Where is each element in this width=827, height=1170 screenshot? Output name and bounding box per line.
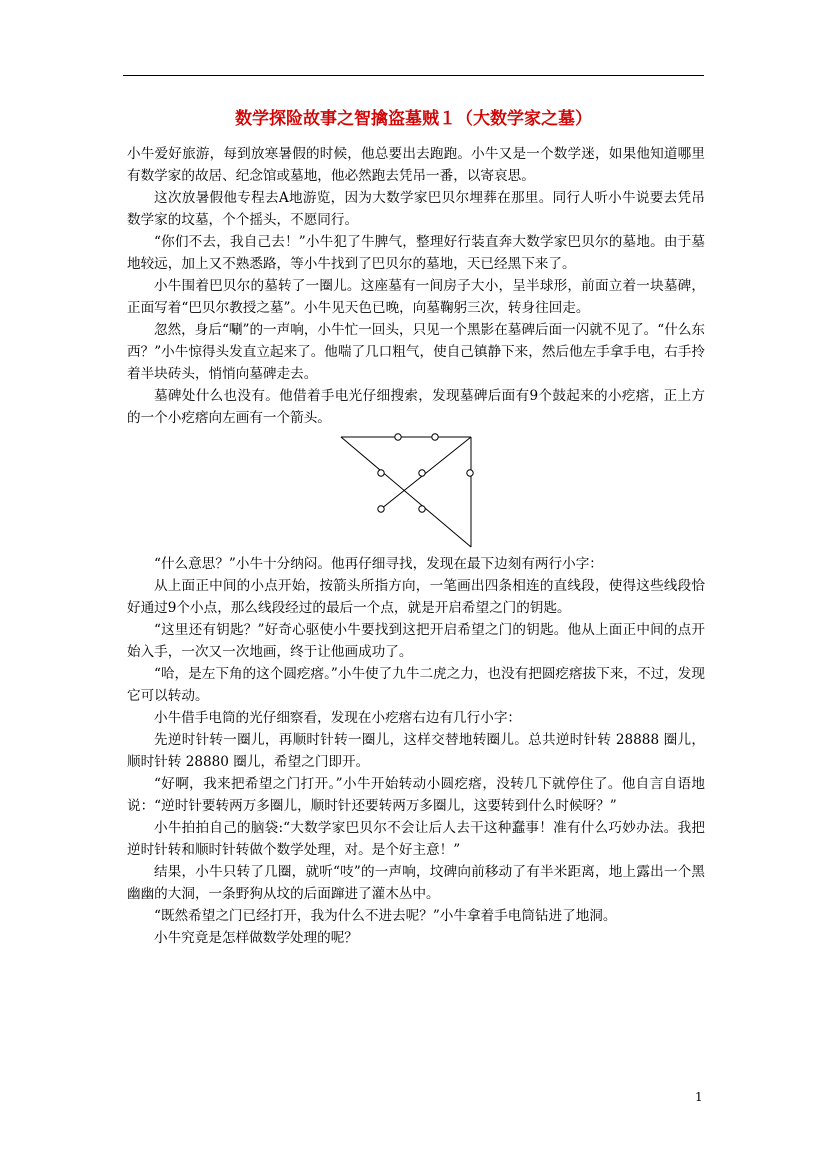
paragraph-7: “什么意思？”小牛十分纳闷。他再仔细寻找，发现在最下边刻有两行小字：	[154, 556, 603, 572]
paragraph-8: 从上面正中间的小点开始，按箭头所指方向，一笔画出四条相连的直线段，使得这些线段恰好通过9个小点，那么线段经过的最后一个点，就是开启希望之门的钥匙。	[127, 578, 705, 616]
paragraph-17: 小牛究竟是怎样做数学处理的呢？	[154, 930, 358, 946]
line-diagonal-down	[341, 437, 471, 547]
paragraph-16: “既然希望之门已经打开，我为什么不进去呢？”小牛拿着手电筒钻进了地洞。	[154, 908, 617, 924]
story-text-top	[127, 143, 705, 429]
dot-middle-left	[378, 470, 384, 476]
paragraph-10: “哈，是左下角的这个圆疙瘩。”小牛使了九牛二虎之力，也没有把圆疙瘩拔下来，不过，发现它可以转动。	[127, 666, 705, 704]
dot-top-right	[432, 434, 438, 440]
paragraph-14: 小牛拍拍自己的脑袋:“大数学家巴贝尔不会让后人去干这种蠢事！准有什么巧妙办法。我把逆时针转和顺时针转做个数学处理，对。是个好主意！”	[127, 820, 705, 858]
line-diagonal-up	[381, 437, 471, 509]
paragraph-15: 结果，小牛只转了几圈，就听“吱”的一声响，坟碑向前移动了有半米距离，地上露出一个黑幽幽的大洞，一条野狗从坟的后面蹿进了灌木丛中。	[127, 864, 705, 902]
dot-bottom-left	[378, 506, 384, 512]
dot-middle-center	[419, 470, 425, 476]
header-rule	[123, 75, 704, 76]
dot-bottom-center	[419, 506, 425, 512]
paragraph-5: 忽然，身后“唰”的一声响，小牛忙一回头，只见一个黑影在墓碑后面一闪就不见了。“什么东西？”小牛惊得头发直立起来了。他喘了几口粗气，使自己镇静下来，然后他左手拿手电，右手拎着半块砖头，悄悄向墓碑走去。	[127, 322, 706, 382]
dot-top-center	[395, 434, 401, 440]
paragraph-11: 小牛借手电筒的光仔细察看，发现在小疙瘩右边有几行小字：	[154, 710, 522, 726]
paragraph-13: “好啊，我来把希望之门打开。”小牛开始转动小圆疙瘩，没转几下就停住了。他自言自语地说：“逆时针要转两万多圈儿，顺时针还要转两万多圈儿，这要转到什么时候呀？”	[127, 776, 705, 814]
dot-middle-right	[467, 470, 473, 476]
paragraph-12: 先逆时针转一圈儿，再顺时针转一圈儿，这样交替地转圈儿。总共逆时针转 28888 圈儿，顺时针转 28880 圈儿，希望之门即开。	[127, 732, 705, 770]
paragraph-2: 这次放暑假他专程去A地游览，因为大数学家巴贝尔埋葬在那里。同行人听小牛说要去凭吊数学家的坟墓，个个摇头，不愿同行。	[127, 190, 705, 228]
paragraph-4: 小牛围着巴贝尔的墓转了一圈儿。这座墓有一间房子大小，呈半球形，前面立着一块墓碑，正面写着“巴贝尔教授之墓”。小牛见天色已晚，向墓鞠躬三次，转身往回走。	[127, 278, 705, 316]
nine-dot-puzzle-figure	[333, 427, 487, 553]
page-title: 数学探险故事之智擒盗墓贼１（大数学家之墓）	[235, 109, 592, 129]
story-text-bottom	[127, 553, 705, 949]
paragraph-1: 小牛爱好旅游，每到放寒暑假的时候，他总要出去跑跑。小牛又是一个数学迷，如果他知道哪里有数学家的故居、纪念馆或墓地，他必然跑去凭吊一番，以寄哀思。	[127, 146, 705, 184]
paragraph-9: “这里还有钥匙？”好奇心驱使小牛要找到这把开启希望之门的钥匙。他从上面正中间的点开始入手，一次又一次地画，终于让他画成功了。	[127, 622, 705, 660]
page-number: 1	[695, 1090, 703, 1104]
paragraph-3: “你们不去，我自己去！”小牛犯了牛脾气，整理好行装直奔大数学家巴贝尔的墓地。由于墓地较远，加上又不熟悉路，等小牛找到了巴贝尔的墓地，天已经黑下来了。	[127, 234, 705, 272]
paragraph-6: 墓碑处什么也没有。他借着手电光仔细搜索，发现墓碑后面有9个鼓起来的小疙瘩，正上方的一个小疙瘩向左画有一个箭头。	[127, 388, 705, 426]
